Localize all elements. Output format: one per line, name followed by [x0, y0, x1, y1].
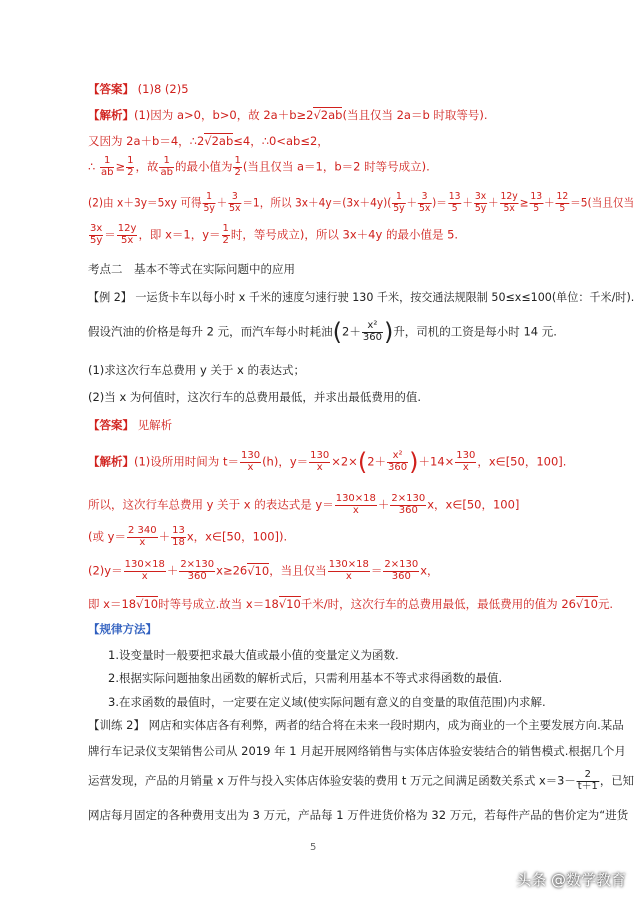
fraction: $\frac{130\times 18}{x}$: [335, 493, 376, 516]
analysis-2-line-5: [88, 597, 613, 611]
text: ，即 x＝1，y＝: [138, 227, 221, 242]
text: 2＋: [342, 324, 361, 339]
text: ＋: [216, 195, 228, 210]
example-2-line-2: 假设汽油的价格是每升 2 元，而汽车每小时耗油(2＋ $\frac{\text{x²}}{360}$ )升，司机的工资是每小时 14 元.: [88, 318, 557, 346]
fraction: $\frac{3x}{5y}$: [90, 223, 103, 246]
fraction: $\frac{3x}{5y}$: [474, 191, 487, 214]
text: ＋: [406, 195, 418, 210]
analysis-2-line-1: 【解析】(1)设所用时间为 t＝ $\frac{130}{x}$ (h)，y＝ $\frac{130}{x}$ ×2×(2＋ $\frac{\text{x²}}{360}$ )＋14× $\frac{130}{x}$ ，x∈[50，100].: [88, 448, 567, 476]
sqrt-expr: √ 2ab: [313, 107, 342, 122]
text: ＋: [158, 529, 171, 544]
text: 时，等号成立)，所以 3x＋4y 的最小值是 5.: [230, 227, 459, 242]
answer-2: [88, 418, 172, 432]
fraction: $\frac{130\times 18}{x}$: [124, 559, 165, 582]
fraction: $\frac{130}{x}$: [240, 450, 261, 473]
text: (当且仅当 a＝1，b＝2 时等号成立).: [242, 159, 430, 174]
text: (2)由 x＋3y＝5xy 可得: [88, 195, 202, 210]
text: x≥26: [216, 563, 248, 578]
text: ＋: [166, 563, 179, 578]
text: (2)y＝: [88, 563, 123, 578]
sqrt-expr: √ 10: [247, 563, 269, 578]
text: ＋: [462, 195, 474, 210]
training-2-line-1: 【训练 2】 网店和实体店各有利弊，两者的结合将在未来一段时期内，成为商业的一个主要发展方向.某品: [88, 718, 624, 732]
fraction: $\frac{3}{5x}$: [229, 191, 241, 214]
analysis-2-label: 【解析】: [88, 454, 134, 469]
text: x，x∈[50，100]).: [186, 529, 288, 544]
analysis-1-text: (1)因为 a>0，b>0，故 2a＋b≥2: [134, 108, 314, 122]
analysis-1-line-1: [88, 108, 488, 122]
text: ＝5(当且仅当: [570, 195, 635, 210]
text: 假设汽油的价格是每升 2 元，而汽车每小时耗油: [88, 324, 333, 339]
analysis-1-label: 【解析】: [88, 108, 134, 122]
analysis-1-line-2: [88, 134, 329, 148]
fraction: $\frac{1}{2}$: [127, 155, 134, 178]
analysis-1-line-5: $\frac{3x}{5y}$ ＝ $\frac{12y}{5x}$ ，即 x＝1，y＝ $\frac{1}{2}$ 时，等号成立)，所以 3x＋4y 的最小值是 5.: [90, 223, 459, 246]
text: (h)，y＝: [262, 454, 309, 469]
analysis-2-line-2: [88, 494, 519, 516]
example-2-line-1: 【例 2】 一运货卡车以每小时 x 千米的速度匀速行驶 130 千米，按交通法规限制 50≤x≤100(单位：千米/时).: [88, 290, 635, 304]
text: 即 x＝18: [88, 597, 137, 611]
method-step-3: 3.在求函数的最值时，一定要在定义域(使实际问题有意义的自变量的取值范围)内求解.: [108, 695, 546, 709]
analysis-2-line-4: [88, 560, 439, 582]
text: ，故: [135, 159, 159, 174]
training-2-line-3: [88, 770, 634, 792]
fraction: $\frac{13}{5}$: [448, 191, 461, 214]
text: x，: [420, 563, 439, 578]
fraction: $\frac{1}{5y}$: [393, 191, 405, 214]
training-2-line-4: 网店每月固定的各种费用支出为 3 万元，产品每 1 万件进货价格为 32 万元，若每件产品的售价定为“进货: [88, 808, 629, 822]
fraction: $\frac{1}{ab}$: [100, 155, 114, 178]
text: 2＋: [367, 454, 387, 469]
sqrt-expr: √ 10: [279, 596, 301, 611]
answer-2-text: 见解析: [137, 418, 173, 432]
text: 运营发现，产品的月销量 x 万件与投入实体店体验安装的费用 t 万元之间满足函数关系式 x＝3－: [88, 773, 576, 788]
fraction: $\frac{12}{5}$: [556, 191, 569, 214]
text: ＋: [543, 195, 555, 210]
method-label: 【规律方法】: [88, 622, 157, 636]
fraction: $\frac{130}{x}$: [310, 450, 330, 473]
text: ∴: [88, 159, 96, 174]
analysis-2-line-3: [88, 526, 287, 548]
analysis-1-line-3: [88, 156, 430, 178]
fraction: $\frac{3}{5x}$: [418, 191, 431, 214]
fraction: $\frac{1}{ab}$: [160, 155, 173, 178]
text: ＋: [488, 195, 499, 210]
text: (1)设所用时间为 t＝: [134, 454, 239, 469]
fraction: $\frac{\text{x²}}{360}$: [362, 320, 382, 343]
fraction: $\frac{2 340}{x}$: [127, 525, 157, 548]
sqrt-expr: √ 10: [136, 596, 158, 611]
sqrt-expr: √ 10: [576, 596, 598, 611]
text: ≥: [519, 195, 529, 210]
fraction: $\frac{\text{x²}}{360}$: [388, 450, 408, 473]
text: (或 y＝: [88, 529, 126, 544]
text: ＋14×: [418, 454, 455, 469]
fraction: $\frac{2\times 130}{360}$: [180, 559, 215, 582]
text: )＝: [432, 195, 447, 210]
fraction: $\frac{13}{5}$: [530, 191, 543, 214]
sqrt-expr: √ 2ab: [204, 133, 233, 148]
answer-1: [88, 82, 189, 96]
fraction: $\frac{2\times 130}{360}$: [391, 493, 426, 516]
analysis-1-text: (当且仅当 2a＝b 时取等号).: [342, 108, 488, 122]
text: ≥: [115, 159, 126, 174]
fraction: $\frac{12y}{5x}$: [500, 191, 518, 214]
analysis-1-line-4: [88, 192, 634, 214]
text: 升，司机的工资是每小时 14 元.: [393, 324, 557, 339]
fraction: $\frac{1}{2}$: [222, 223, 229, 246]
analysis-1-text: ≤4，∴0<ab≤2，: [233, 134, 329, 148]
answer-1-label: 【答案】: [88, 82, 134, 96]
fraction: $\frac{2\times 130}{360}$: [384, 559, 419, 582]
fraction: $\frac{130\times 18}{x}$: [328, 559, 369, 582]
text: ＋: [377, 497, 390, 512]
text: ＝: [370, 563, 383, 578]
text: ，已知: [599, 773, 635, 788]
watermark: 头条 @数学教育: [516, 871, 626, 889]
text: ，当且仅当: [269, 563, 327, 578]
example-2-question-1: (1)求这次行车总费用 y 关于 x 的表达式；: [88, 363, 306, 377]
method-step-1: 1.设变量时一般要把求最大值或最小值的变量定义为函数.: [108, 648, 399, 662]
text: ＝1，所以 3x＋4y＝(3x＋4y)(: [242, 195, 392, 210]
training-2-line-2: 牌行车记录仪支架销售公司从 2019 年 1 月起开展网络销售与实体店体验安装结合的销售模式.根据几个月: [88, 744, 626, 758]
text: 千米/时，这次行车的总费用最低，最低费用的值为 26: [300, 597, 576, 611]
fraction: $\frac{1}{5y}$: [203, 191, 215, 214]
fraction: $\frac{2}{t+1}$: [577, 769, 598, 792]
example-2-question-2: (2)当 x 为何值时，这次行车的总费用最低，并求出最低费用的值.: [88, 390, 422, 404]
answer-2-label: 【答案】: [88, 418, 134, 432]
page-number: 5: [310, 842, 317, 853]
topic-heading: 考点二 基本不等式在实际问题中的应用: [88, 262, 295, 276]
fraction: $\frac{1}{2}$: [234, 155, 241, 178]
fraction: $\frac{12y}{5x}$: [117, 223, 137, 246]
text: x，x∈[50，100]: [427, 497, 520, 512]
text: 元.: [597, 597, 614, 611]
text: ×2×: [331, 454, 358, 469]
text: 的最小值为: [174, 159, 233, 174]
fraction: $\frac{130}{x}$: [456, 450, 476, 473]
text: ，x∈[50，100].: [477, 454, 567, 469]
text: 时等号成立.故当 x＝18: [158, 597, 279, 611]
fraction: $\frac{13}{18}$: [172, 525, 185, 548]
text: 所以，这次行车总费用 y 关于 x 的表达式是 y＝: [88, 497, 334, 512]
analysis-1-text: 又因为 2a＋b＝4，∴2: [88, 134, 205, 148]
answer-1-text: (1)8 (2)5: [137, 82, 189, 96]
method-step-2: 2.根据实际问题抽象出函数的解析式后，只需利用基本不等式求得函数的最值.: [108, 671, 503, 685]
